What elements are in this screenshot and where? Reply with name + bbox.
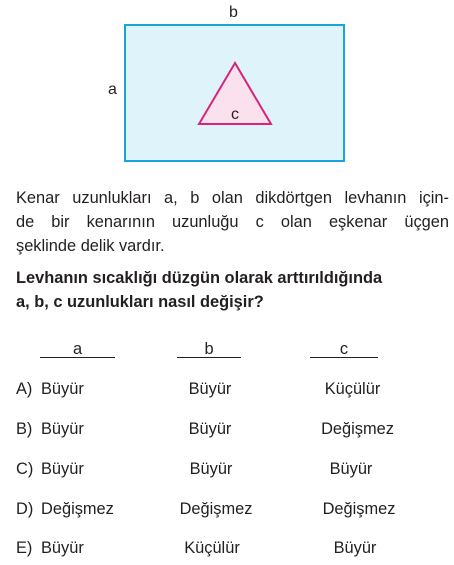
question-line-1: Levhanın sıcaklığı düzgün olarak arttırıldığında — [16, 269, 383, 287]
column-underline-b — [177, 357, 241, 358]
option-value-c: Değişmez — [322, 500, 396, 518]
label-a: a — [108, 81, 117, 98]
option-value-c: Küçülür — [324, 380, 381, 398]
label-c: c — [231, 106, 239, 123]
plate-figure — [0, 0, 454, 175]
option-value-a: Büyür — [41, 460, 84, 478]
statement-line-3: şeklinde delik vardır. — [16, 237, 165, 255]
option-letter: A) — [16, 380, 33, 398]
column-underline-c — [310, 357, 378, 358]
column-header-a: a — [72, 340, 83, 358]
option-value-a: Büyür — [41, 420, 84, 438]
option-value-a: Büyür — [41, 380, 84, 398]
option-value-c: Değişmez — [321, 420, 394, 438]
option-value-a: Değişmez — [41, 500, 114, 518]
option-letter: C) — [16, 460, 34, 478]
option-value-b: Büyür — [189, 460, 233, 478]
problem-statement — [16, 186, 449, 258]
question-line-2: a, b, c uzunlukları nasıl değişir? — [16, 293, 264, 311]
option-value-a: Büyür — [41, 539, 84, 557]
option-letter: B) — [16, 420, 33, 438]
label-b: b — [229, 4, 238, 21]
statement-line-1: Kenar uzunlukları a, b olan dikdörtgen levhanın için- — [16, 189, 449, 207]
column-header-c: c — [339, 340, 349, 358]
column-header-b: b — [204, 340, 214, 358]
option-value-b: Küçülür — [184, 539, 240, 557]
option-value-b: Büyür — [188, 420, 232, 438]
statement-line-2: de bir kenarının uzunluğu c olan eşkenar üçgen — [16, 213, 449, 231]
column-underline-a — [40, 357, 115, 358]
option-value-b: Büyür — [188, 380, 232, 398]
question — [16, 266, 449, 314]
option-letter: E) — [16, 539, 33, 557]
option-letter: D) — [16, 500, 34, 518]
option-value-c: Büyür — [333, 539, 377, 557]
option-value-c: Büyür — [329, 460, 373, 478]
option-value-b: Değişmez — [179, 500, 253, 518]
